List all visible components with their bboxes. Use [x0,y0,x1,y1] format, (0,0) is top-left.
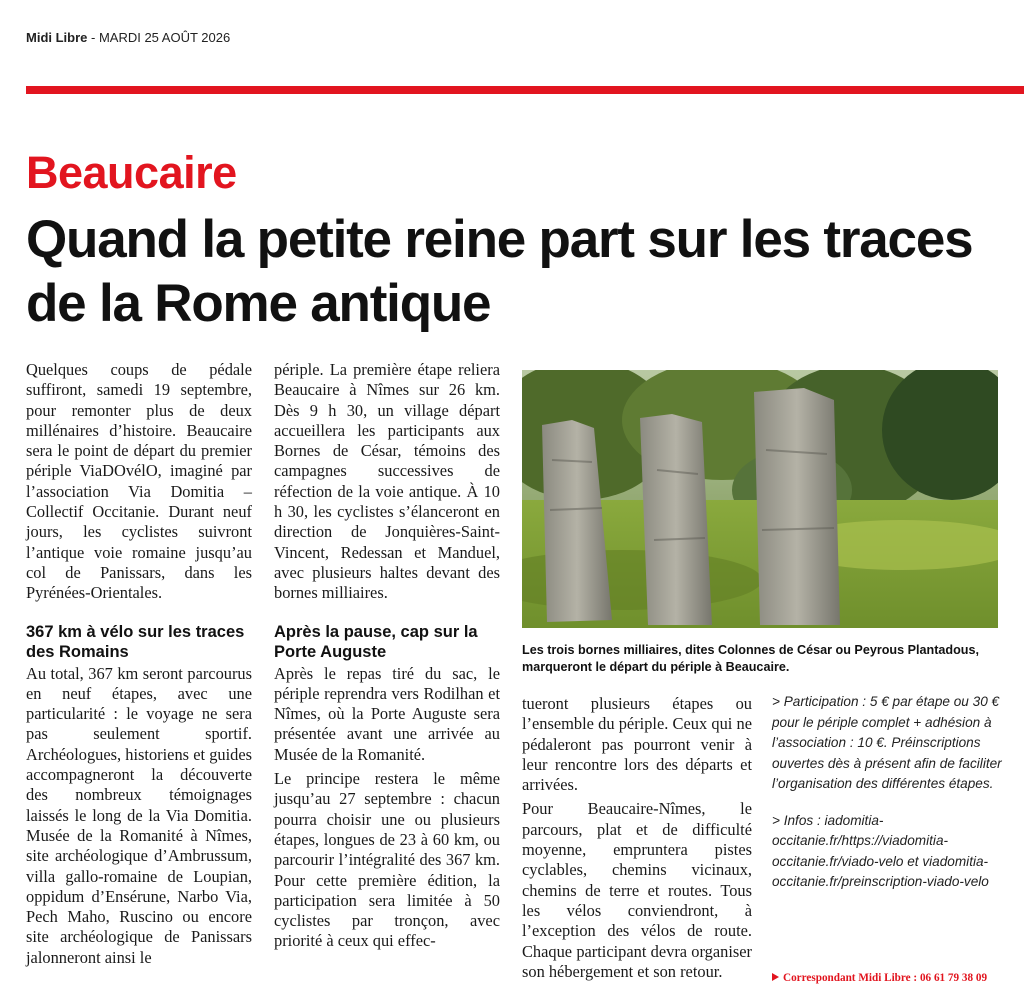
paragraph: tueront plusieurs étapes ou l’ensemble du périple. Ceux qui ne pédaleront pas pourront venir à leur rencontre lors des départs et arrivées. [522,694,752,795]
newspaper-name: Midi Libre [26,30,88,45]
correspondent-credit [772,972,1012,984]
article-column-3 [522,694,752,986]
red-rule [26,86,1024,94]
paragraph: Au total, 367 km seront parcourus en neuf étapes, avec une particularité : le voyage ne sera pas seulement sportif. Archéologues, historiens et guides accompagneront la découverte des nombreux témoignages laissés le long de la Via Domitia. Musée de la Romanité à Nîmes, site archéologique d’Ambrussum, villa gallo-romaine de Loupian, oppidum d’Ensérune, Narbo Via, Pech Maho, Ruscino ou encore site archéologique de Panissars jalonneront ainsi le [26,663,252,967]
article-photo [522,370,998,628]
correspondent-text: Correspondant Midi Libre : 06 61 79 38 09 [783,972,988,984]
paragraph: Le principe restera le même jusqu’au 27 septembre : chacun pourra choisir une ou plusieurs étapes, longues de 23 à 60 km, ou parcourir l’intégralité des 367 km. Pour cette première édition, la participation sera limitée à 50 cyclistes par tronçon, avec priorité à ceux qui effec- [274,769,500,951]
article-column-2 [274,360,500,956]
info-links: > Infos : iadomitia-occitanie.fr/https://viadomitia-occitanie.fr/viado-velo et viadomitia-occitanie.fr/preinscription-viado-velo [772,812,989,889]
triangle-bullet-icon [772,973,779,981]
subheading: Après la pause, cap sur la Porte Auguste [274,622,478,661]
photo-caption: Les trois bornes milliaires, dites Colonnes de César ou Peyrous Plantadous, marqueront le départ du périple à Beaucaire. [522,643,980,674]
article-kicker: Beaucaire [26,147,237,198]
newspaper-dateline [26,30,230,45]
paragraph: périple. La première étape reliera Beaucaire à Nîmes sur 26 km. Dès 9 h 30, un village départ accueillera les participants aux Bornes de César, témoins des campagnes successives de réfection de la voie antique. À 10 h 30, les cyclistes s’élanceront en direction de Jonquières-Saint-Vincent, Redessan et Manduel, avec plusieurs haltes devant des bornes milliaires. [274,360,500,603]
issue-date: - MARDI 25 AOÛT 2026 [91,30,231,45]
info-participation: > Participation : 5 € par étape ou 30 € pour le périple complet + adhésion à l’association : 10 €. Préinscriptions ouvertes dès à présent afin de faciliter l’organisation des différentes étapes. [772,694,1002,791]
paragraph: Pour Beaucaire-Nîmes, le parcours, plat et de difficulté moyenne, empruntera pistes cyclables, chemins vicinaux, chemins de terre et routes. Tous les vélos conviendront, à l’exception des vélos de route. Chaque participant devra organiser son hébergement et son retour. [522,799,752,981]
practical-info-box [772,692,1004,909]
subheading: 367 km à vélo sur les traces des Romains [26,622,245,661]
paragraph: Après le repas tiré du sac, le périple reprendra vers Rodilhan et Nîmes, où la Porte Auguste sera présentée avant une arrivée au Musée de la Romanité. [274,663,500,764]
paragraph: Quelques coups de pédale suffiront, samedi 19 septembre, pour remonter plus de deux millénaires d’histoire. Beaucaire sera le point de départ du premier périple ViaDOvélO, imaginé par l’association Via Domitia – Collectif Occitanie. Durant neuf jours, les cyclistes suivront l’antique voie romaine jusqu’au col de Panissars, dans les Pyrénées-Orientales. [26,360,252,603]
article-headline: Quand la petite reine part sur les traces de la Rome antique [26,210,973,333]
article-column-1 [26,360,252,972]
